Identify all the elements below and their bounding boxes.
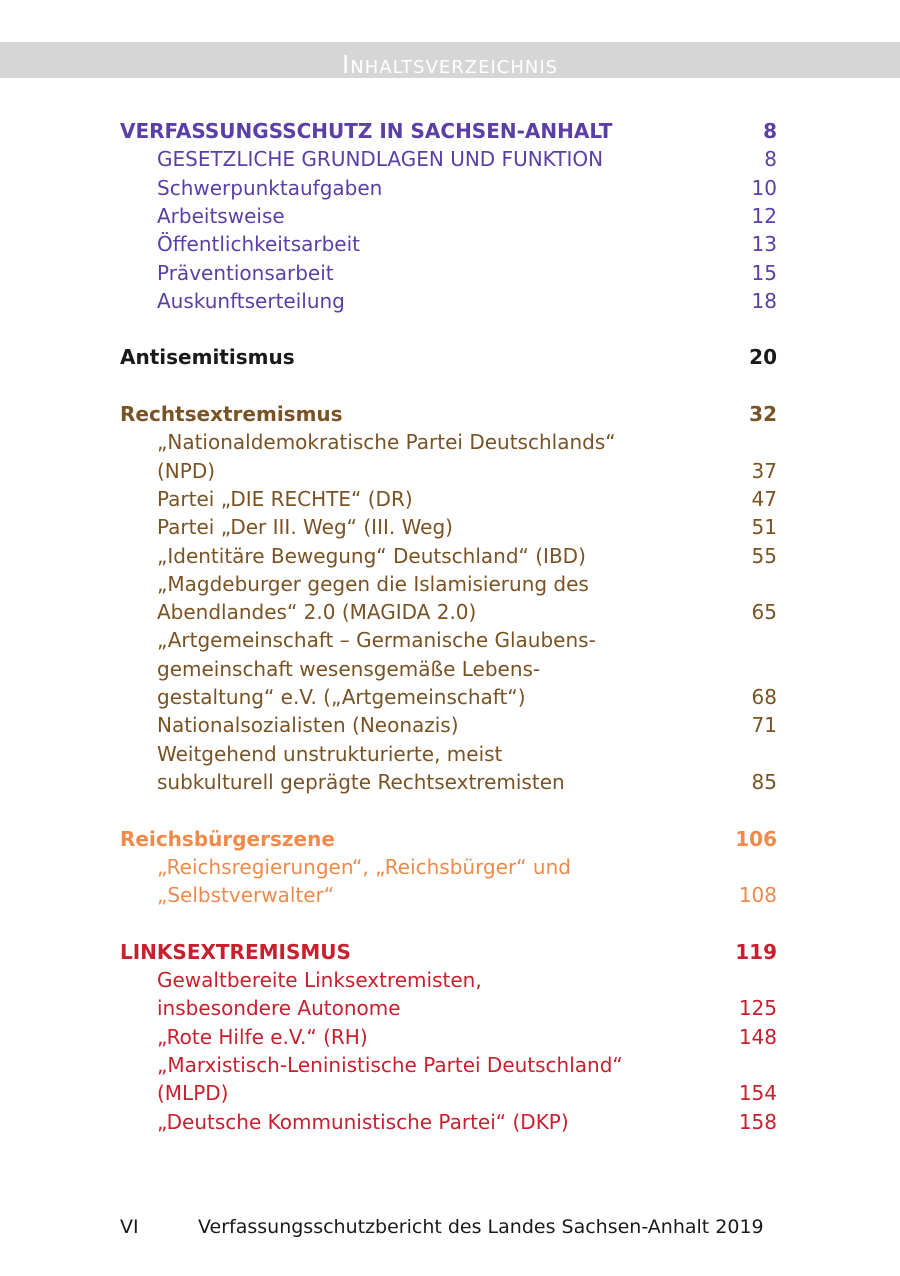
toc-entry-label: „Magdeburger gegen die Islamisierung des (157, 571, 589, 596)
toc-entry-page: 85 (751, 769, 777, 794)
toc-section-page: 119 (735, 939, 777, 964)
toc-entry-label: Weitgehend unstrukturierte, meist (157, 741, 503, 766)
toc-entry-label: Nationalsozialisten (Neonazis) (157, 713, 459, 738)
toc-entry-label: Präventionsarbeit (157, 260, 334, 285)
toc-section-title: Antisemitismus (120, 345, 295, 370)
toc-entry-label: gestaltung“ e.V. („Artgemeinschaft“) (157, 685, 526, 709)
toc-entry-page: 18 (751, 288, 777, 313)
toc-entry-page: 154 (738, 1081, 777, 1106)
toc-entry-label: Gewaltbereite Linksextremisten, (157, 968, 482, 992)
toc-entry-label: Partei „DIE RECHTE“ (DR) (157, 486, 413, 511)
toc-entry-label: subkulturell geprägte Rechtsextremisten (157, 769, 565, 794)
toc-entry-page: 125 (738, 996, 777, 1021)
toc-section-title: VERFASSUNGSSCHUTZ IN SACHSEN-ANHALT (120, 119, 613, 143)
toc-entry-label: „Reichsregierungen“, „Reichsbürger“ und (157, 854, 571, 879)
toc-entry-label: Auskunftserteilung (157, 288, 345, 313)
toc-entry-label: „Rote Hilfe e.V.“ (RH) (157, 1024, 368, 1049)
toc-section-page: 8 (763, 119, 777, 143)
footer-text: Verfassungsschutzbericht des Landes Sachsen-Anhalt 2019 (198, 1216, 764, 1238)
toc-section-title: LINKSEXTREMISMUS (120, 939, 351, 964)
toc-entry-page: 158 (738, 1109, 777, 1134)
toc-entry-label: insbesondere Autonome (157, 996, 401, 1021)
toc-entry-page: 12 (751, 203, 777, 228)
toc-entry-label: „Artgemeinschaft – Germanische Glaubens- (157, 628, 596, 653)
toc-section-title: Rechtsextremismus (120, 402, 343, 426)
toc-entry-label: GESETZLICHE GRUNDLAGEN UND FUNKTION (157, 147, 604, 172)
toc-entry-label: (NPD) (157, 458, 216, 483)
toc-section-title: Reichsbürgerszene (120, 826, 335, 851)
toc-entry-page: 148 (738, 1024, 777, 1049)
toc-entry-label: (MLPD) (157, 1081, 229, 1106)
toc-section-page: 106 (735, 826, 777, 851)
toc-entry-page: 55 (751, 543, 777, 568)
toc-entry-label: „Identitäre Bewegung“ Deutschland“ (IBD) (157, 543, 586, 568)
toc-entry-page: 15 (751, 260, 777, 285)
toc-entry-page: 13 (751, 232, 777, 257)
toc-entry-label: „Nationaldemokratische Partei Deutschlands“ (157, 430, 616, 455)
toc-entry-page: 47 (751, 486, 777, 511)
toc-entry-page: 51 (751, 515, 777, 540)
toc-section-page: 32 (749, 402, 777, 426)
footer-page-number: VI (120, 1216, 139, 1238)
toc-entry-label: Öffentlichkeitsarbeit (157, 232, 360, 257)
toc-entry-label: Schwerpunktaufgaben (157, 175, 383, 200)
toc-entry-label: „Marxistisch-Leninistische Partei Deutschland“ (157, 1052, 623, 1077)
toc-entry-label: „Deutsche Kommunistische Partei“ (DKP) (157, 1109, 569, 1134)
page-title: Inhaltsverzeichnis (341, 50, 559, 79)
toc-entry-label: Partei „Der III. Weg“ (III. Weg) (157, 515, 453, 540)
toc-entry-page: 8 (764, 147, 777, 172)
toc-entry-page: 68 (751, 685, 777, 709)
toc-entry-page: 65 (751, 600, 777, 625)
toc-entry-label: gemeinschaft wesensgemäße Lebens- (157, 656, 541, 681)
toc-entry-label: Abendlandes“ 2.0 (MAGIDA 2.0) (157, 600, 477, 625)
toc-section-page: 20 (749, 345, 777, 370)
toc-entry-page: 71 (751, 713, 777, 738)
toc-entry-page: 37 (751, 458, 777, 483)
toc-entry-page: 108 (738, 883, 777, 908)
toc-entry-label: „Selbstverwalter“ (157, 883, 335, 908)
toc-entry-label: Arbeitsweise (157, 203, 285, 228)
toc-entry-page: 10 (751, 175, 777, 200)
